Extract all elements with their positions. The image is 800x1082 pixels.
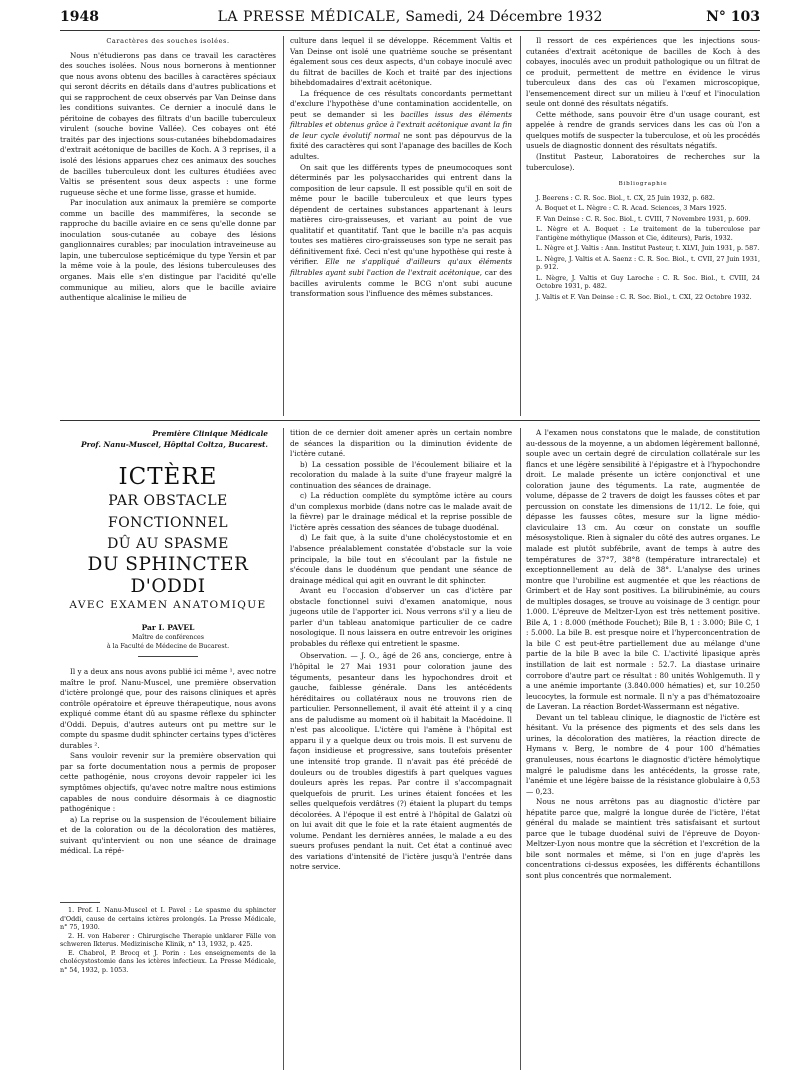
article-author: Par I. PAVEL [141,623,195,632]
bibliography-entry: L. Nègre et J. Valtis : Ann. Institut Pasteur, t. XLVI, Juin 1931, p. 587. [536,244,760,253]
text: La fréquence de ces résultats concordants permettant d'exclure l'hypothèse d'une contamination accidentelle, on peut se demander si les [290,88,512,119]
author-role-2: à la Faculté de Médecine de Bucarest. [106,643,230,650]
article-title-2: PAR OBSTACLE FONCTIONNEL [107,493,228,531]
paragraph: Il y a deux ans nous avons publié ici même ¹, avec notre maître le prof. Nanu-Muscel, une première observation d'ictère prolongé que, pour des raisons cliniques et après contrôle opératoire et épreuve thérapeutique, nous avons expliqué comme étant dû au spasme réflexe du sphincter d'Oddi. Depuis, d'autres auteurs ont pu mettre sur le compte du spasme dudit sphincter certains types d'ictères durables ². [60,667,276,750]
top-column-3 [526,36,760,303]
observation-paragraph: Observation. — J. O., âgé de 26 ans, concierge, entre à l'hôpital le 27 Mai 1931 pour coloration jaune des téguments, pesanteur dans les hypochondres droit et gauche, faiblesse générale. Dans les antécédents héréditaires ou collatéraux nous ne trouvons rien de particulier. Personnellement, il avait été atteint il y a cinq ans de paludisme au moment où il habitait la Macédoine. Il n'est pas alcoolique. L'ictère qui l'amène à l'hôpital est apparu il y a quelque deux ou trois mois. Il est survenu de façon insidieuse et progressive, sans toutefois présenter une intensité trop grande. Il n'avait pas été précédé de douleurs ou de troubles digestifs à part quelques vagues douleurs après les repas. Par contre il s'accompagnait quelquefois de prurit. Les urines étaient foncées et les selles quelquefois verdâtres (?) étaient la plupart du temps décolorées. A l'époque il est entré à l'hôpital de Galatzi où on lui avait dit que le foie et la rate étaient augmentés de volume. Pendant les dernières années, le malade a eu des sueurs profuses pendant la nuit. Cet état a continué avec des variations d'intensité de l'ictère jusqu'à l'entrée dans notre service. [290,651,512,872]
article-title-3: DÛ AU SPASME [107,536,229,552]
issue-date: Samedi, 24 Décembre 1932 [405,9,603,25]
footnote: 2. H. von Haberer : Chirurgische Therapie unklarer Fälle von schweren Ikterus. Medizinische Klinik, n° 13, 1932, p. 425. [60,931,276,948]
bibliography-entry: A. Boquet et L. Nègre : C. R. Acad. Sciences, 3 Mars 1925. [536,204,727,213]
text: ne sont pas dépourvus de la fixité des caractères qui sont l'apanage des bacilles de Koch adultes. [290,130,512,162]
text: , car des bacilles avirulents comme le BCG n'ont subi aucune transformation sous l'influence des mêmes substances. [290,268,512,299]
bibliography-entry: L. Nègre et A. Boquet : Le traitement de la tuberculose par l'antigène méthylique (Masson et Cie, éditeurs), Paris, 1932. [536,225,760,242]
paragraph [290,163,512,300]
column-divider [520,36,521,416]
bibliography [526,194,760,302]
article-title-1: ICTÈRE [118,464,218,490]
paragraph: Devant un tel tableau clinique, le diagnostic de l'ictère est hésitant. Vu la présence des pigments et des sels dans les urines, la décoloration des matières, la réaction directe de Hymans v. Berg, le nombre de 4 pour 100 d'hématies granuleuses, nous écartons le diagnostic d'ictère hémolytique malgré le paludisme dans les antécédents, la grosse rate, l'anémie et une légère baisse de la résistance globulaire à 0,53 — 0,23. [526,712,760,796]
article-title-4: DU SPHINCTER D'ODDI [87,554,249,597]
issue-number: N° 103 [706,9,760,25]
footnote-rule [60,902,100,903]
paragraph: Nous n'étudierons pas dans ce travail les caractères des souches isolées. Nous nous bornerons à mentionner que nous avons obtenu des bacilles à caractères spéciaux qui seront décrits en détails dans d'autres publications et qui se rapprochent de ceux observés par Van Deinse dans les conditions suivantes. Ce dernier a inoculé dans le péritoine de cobayes des filtrats d'un bacille tuberculeux virulent (souche bovine Vallée). Ces cobayes ont été traités par des injections sous-cutanées bihebdomadaires d'extrait acétonique de bacilles de Koch. A 3 reprises, il a isolé des lésions apparues chez ces animaux des souches de bacilles tuberculeux dont les cultures étudiées avec Valtis se présentent sous deux aspects : une forme rugueuse sèche et une forme lisse, grasse et humide. [60,50,276,197]
bibliography-entry: L. Nègre, J. Valtis et Guy Laroche : C. R. Soc. Biol., t. CVIII, 24 Octobre 1931, p. 482. [536,273,760,291]
bibliography-entry: J. Valtis et F. Van Deinse : C. R. Soc. Biol., t. CXI, 22 Octobre 1932. [536,292,752,301]
article-column-1 [60,428,276,857]
article-column-2 [290,428,512,873]
top-column-2 [290,36,512,300]
article-body [60,667,276,857]
divider [138,656,198,657]
paragraph: A l'examen nous constatons que le malade, de constitution au-dessous de la moyenne, a un abdomen légèrement ballonné, souple avec un certain degré de circulation collatérale sur les flancs et une légère sensibilité à l'épigastre et à l'hypochondre droit. Le malade présente un ictère conjonctival et une coloration jaune des téguments. La rate, augmentée de volume, dépasse de 2 travers de doigt les fausses côtes et par percussion on constate les dimensions de 11/12. Le foie, qui dépasse les fausses côtes, mesure sur la ligne médio-claviculaire 13 cm. Au cœur on constate un souffle mésosystolique. Rien à signaler du côté des autres organes. Le malade est plutôt subfébrile, avant de temps à autre des températures de 37°7, 38°8 (température intrarectale) et exceptionnellement au delà de 38°. L'analyse des urines montre que l'urobiline est augmentée et que les réactions de Grimbert et de Hay sont positives. La bilirubinémie, au cours de multiples dosages, se trouve au voisinage de 3 centigr. pour 1.000. L'épreuve de Meltzer-Lyon est très nettement positive. Bile A, 1 : 8.000 (méthode Fouchet); Bile B, 1 : 3.000; Bile C, 1 : 5.000. La bile B. est presque noire et l'hyperconcentration de la bile C est peut-être partiellement due au mélange d'une partie de la bile B avec la bile C. L'activité lipasique après instillation de lait est normale : 52.7. La diastase urinaire corrobore d'autre part ce résultat : 80 unités Wohlgemuth. Il y a une anémie importante (3.840.000 hématies) et, sur 10.250 leucocytes, la formule est normale. Il n'y a pas d'hématozoaire de Laveran. La réaction Bordet-Wassermann est négative. [526,428,760,712]
journal-name: LA PRESSE MÉDICALE, [217,9,401,25]
paragraph: culture dans lequel il se développe. Récemment Valtis et Van Deinse ont isolé une quatrième souche se présentant également sous ces deux aspects, d'un cobaye inoculé avec du filtrat de bacilles de Koch et traité par des injections bihebdomadaires d'extrait acétonique. [290,36,512,88]
top-column-1 [60,36,276,304]
page-number: 1948 [60,9,99,25]
article-title-5: AVEC EXAMEN ANATOMIQUE [69,599,267,611]
footnotes [60,906,276,974]
paragraph: c) La réduction complète du symptôme ictère au cours d'un complexus morbide (dans notre cas le malade avait de la fièvre) par le drainage médical et la reprise possible de l'ictère après cessation des séances de tubage duodénal. [290,491,512,532]
article-column-3 [526,428,760,882]
bibliography-entry: L. Nègre, J. Valtis et A. Saenz : C. R. Soc. Biol., t. CVII, 27 Juin 1931, p. 912. [536,254,760,272]
text: On sait que les différents types de pneumocoques sont déterminés par les polysaccharides qui entrent dans la composition de leur capsule. Il est possible qu'il en soit de même pour le bacille tuberculeux et que leurs types dépendent de certaines substances appartenant à leurs matières ciro-graisseuses, et variant au point de vue qualitatif et quantitatif. Tant que le bacille n'a pas acquis toutes ses matières ciro-graisseuses son type ne serait pas définitivement fixé. Ceci n'est qu'une hypothèse qui reste à vérifier. [290,162,512,267]
clinic-line-1: Première Clinique Médicale [152,429,268,438]
column-divider [283,428,284,1070]
footnote: E. Chabrol, P. Brocq et J. Porin : Les enseignements de la cholécystostomie dans les ictères infectieux. La Presse Médicale, n° 54, 1932, p. 1053. [60,948,276,974]
journal-title [60,9,760,25]
column-divider [283,36,284,416]
paragraph: Il ressort de ces expériences que les injections sous-cutanées d'extrait acétonique de bacilles de Koch à des cobayes, inoculés avec un produit pathologique ou un filtrat de ce produit, permettent de mettre en évidence le virus tuberculeux dans des cas où l'examen microscopique, l'ensemencement direct sur un milieu à l'œuf et l'inoculation seule ont donné des résultats négatifs. [526,36,760,109]
bibliography-entry: J. Beerens : C. R. Soc. Biol., t. CX, 25 Juin 1932, p. 682. [536,193,715,202]
bibliography-heading: Bibliographie [618,181,668,188]
author-role-1: Maître de conférences [132,634,204,641]
paragraph: Sans vouloir revenir sur la première observation qui par sa forte documentation nous a permis de proposer cette pathogénie, nous croyons devoir rappeler ici les symptômes objectifs, qu'avec notre maître nous estimions capables de nous conduire désormais à ce diagnostic pathogénique : [60,751,276,814]
paragraph: Avant eu l'occasion d'observer un cas d'ictère par obstacle fonctionnel suivi d'examen anatomique, nous jugeons utile de l'apporter ici. Nous verrons s'il y a lieu de parler d'un tableau anatomique particulier de ce cadre nosologique. Il nous laissera en outre entrevoir les origines probables du réflexe qui entretient le spasme. [290,586,512,648]
paragraph [290,89,512,163]
paragraph: tition de ce dernier doit amener après un certain nombre de séances la disparition ou la diminution évidente de l'ictère cutané. [290,428,512,459]
header-rule [60,30,760,31]
article-header [60,428,276,657]
clinic-line-2: Prof. Nanu-Muscel, Hôpital Coltza, Bucarest. [81,440,268,449]
paragraph: b) La cessation possible de l'écoulement biliaire et la recoloration du malade à la suite d'une frayeur malgré la continuation des séances de drainage. [290,459,512,490]
section-heading: Caractères des souches isolées. [106,37,230,45]
section-rule [60,420,760,421]
column-divider [520,428,521,1070]
paragraph: (Institut Pasteur, Laboratoires de recherches sur la tuberculose). [526,152,760,172]
paragraph: Par inoculation aux animaux la première se comporte comme un bacille des mammifères, la seconde se rapproche du bacille aviaire en ce sens qu'elle donne par inoculation sous-cutanée au cobaye des lésions ganglionnaires curables; par inoculation intraveineuse au lapin, une tuberculose septicémique du type Yersin et par la même voie à la poule, des lésions tuberculeuses des organes. Mais elle s'en distingue par l'acidité qu'elle communique au milieu, alors que le bacille aviaire authentique alcalinise le milieu de [60,198,276,303]
paragraph: Cette méthode, sans pouvoir être d'un usage courant, est appelée à rendre de grands services dans les cas où l'on a quelques motifs de suspecter la tuberculose, et où les procédés usuels de diagnostic donnent des résultats négatifs. [526,109,760,151]
paragraph: d) Le fait que, à la suite d'une cholécystostomie et en l'absence préalablement constatée d'obstacle sur la voie principale, la bile tout en s'écoulant par la fistule ne s'écoule dans le duodénum que pendant une séance de drainage médical qui agit en ouvrant le dit sphincter. [290,533,512,585]
italic-text: Elle ne s'appliqué d'ailleurs qu'aux éléments filtrables ayant subi l'action de l'extrait acétonique [290,257,512,278]
footnote: 1. Prof. I. Nanu-Muscel et I. Pavel : Le spasme du sphincter d'Oddi, cause de certains ictères prolongés. La Presse Médicale, n° 75, 1930. [60,906,276,931]
bibliography-entry: F. Van Deinse : C. R. Soc. Biol., t. CVIII, 7 Novembre 1931, p. 609. [536,214,751,223]
paragraph: a) La reprise ou la suspension de l'écoulement biliaire et de la coloration ou de la décoloration des matières, suivant qu'intervient ou non une séance de drainage médical. La répé- [60,814,276,856]
page-header [60,9,760,31]
italic-text: bacilles issus des éléments filtrables et obtenus grâce à l'extrait acétonique avant la fin de leur cycle évolutif normal [290,109,512,140]
paragraph: Nous ne nous arrêtons pas au diagnostic d'ictère par hépatite parce que, malgré la longue durée de l'ictère, l'état général du malade se maintient très satisfaisant et surtout parce que le tubage duodénal suivi de l'épreuve de Doyon-Meltzer-Lyon nous montre que la sécrétion et l'excrétion de la bile sont normales et même, si l'on en juge d'après les concentrations ci-dessus exposées, les différents échantillons sont plus concentrés que normalement. [526,797,760,880]
